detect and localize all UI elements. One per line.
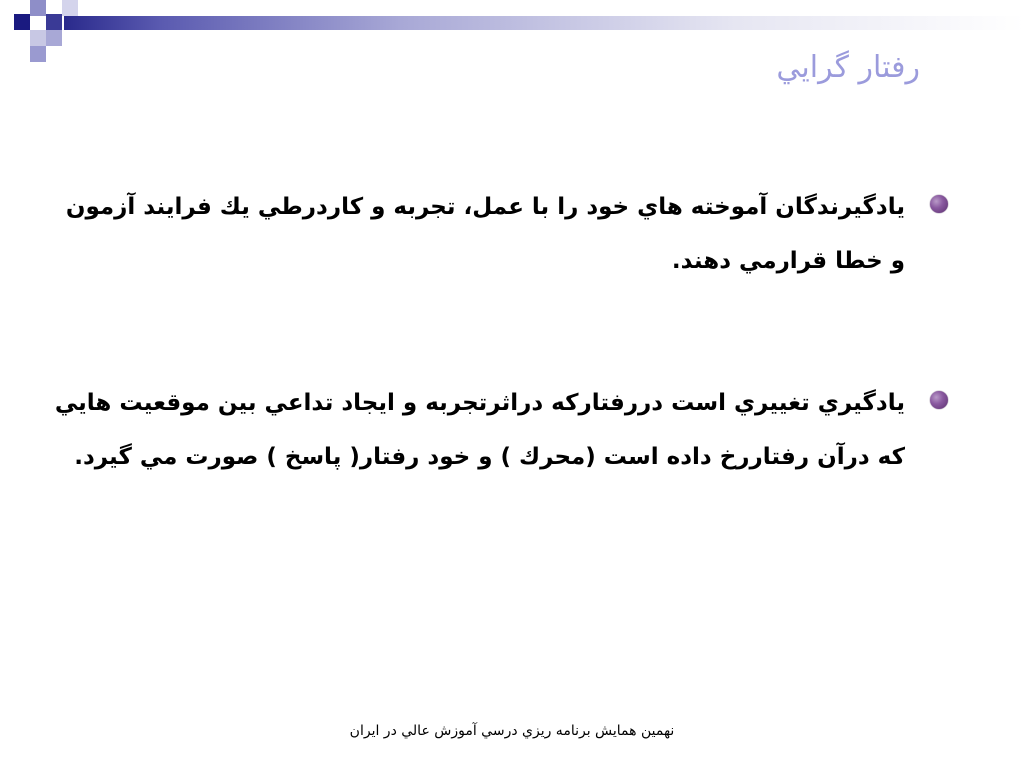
bullet-text: يادگيرندگان آموخته هاي خود را با عمل، تجربه و كاردرطي يك فرايند آزمون و خطا قرارمي دهند. [65,194,905,274]
slide-footer: نهمين همايش برنامه ريزي درسي آموزش عالي در ايران [349,723,675,739]
bullet-dot-icon [930,195,948,213]
bullet-dot-icon [930,391,948,409]
bullet-text: يادگيري تغييري است دررفتاركه دراثرتجربه و ايجاد تداعي بين موقعيت هايي كه درآن رفتاررخ داده است (محرك ) و خود رفتار( پاسخ ) صورت مي گيرد. [54,390,905,470]
header-gradient-bar [64,16,1024,30]
corner-decoration [0,0,120,70]
bullet-list [50,180,950,484]
slide-title: رفتار گرايي [776,50,920,85]
bullet-item [50,376,950,484]
bullet-item [50,180,950,288]
